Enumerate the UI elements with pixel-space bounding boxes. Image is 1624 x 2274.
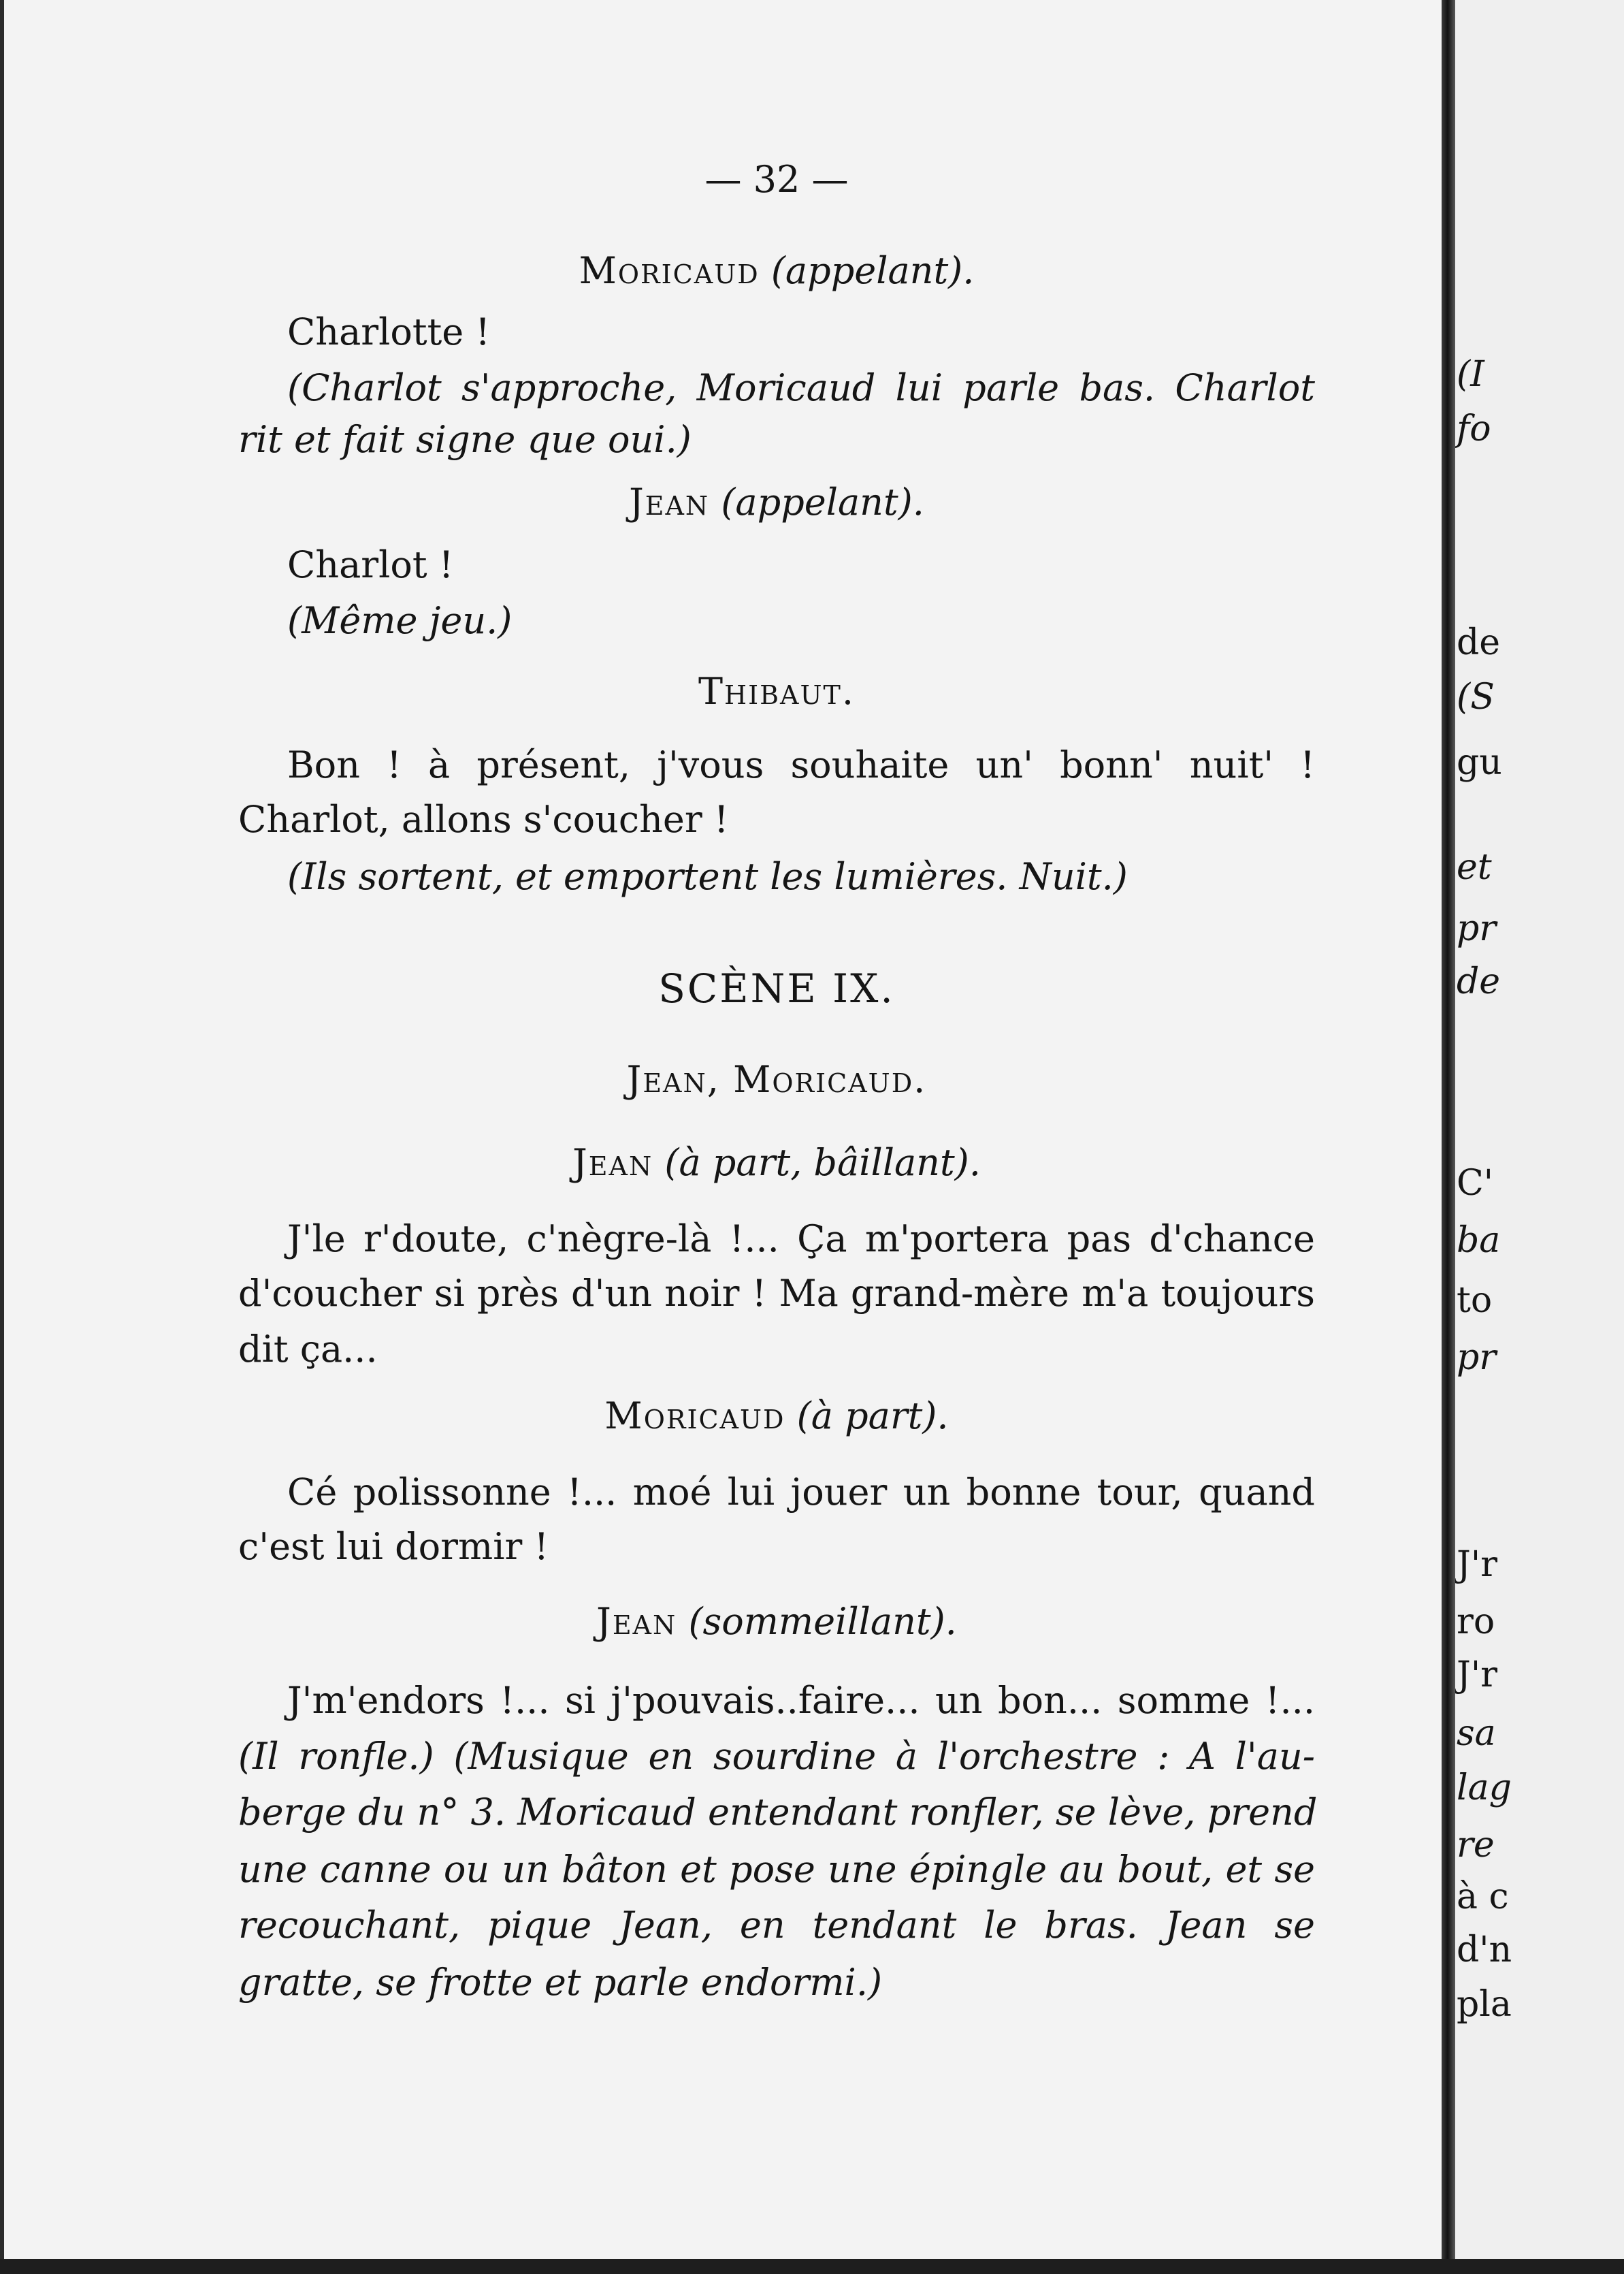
scan-border-bottom — [0, 2259, 1624, 2274]
right-page-edge — [1455, 0, 1624, 2274]
right-page-fragment: d'n — [1457, 1929, 1512, 1970]
right-page-fragment: gu — [1457, 742, 1502, 783]
right-page-fragment: C' — [1457, 1163, 1494, 1204]
scene-heading: SCÈNE IX. — [658, 965, 895, 1012]
right-page-fragment: pr — [1457, 1337, 1497, 1378]
speaker-heading — [238, 1394, 1315, 1438]
stage-direction: (appelant). — [770, 249, 975, 292]
right-page-fragment: fo — [1457, 409, 1491, 449]
scene-characters: Jean, Moricaud. — [626, 1058, 927, 1101]
right-page-fragment: (I — [1457, 354, 1484, 395]
dialogue-line: Charlot ! — [287, 543, 454, 586]
right-page-fragment: to — [1457, 1280, 1493, 1321]
stage-direction: (à part). — [796, 1394, 949, 1437]
speaker-heading — [238, 1600, 1315, 1644]
stage-direction: (Même jeu.) — [287, 599, 513, 642]
stage-direction: (Il ronfle.) (Musique en sourdine à l'orchestre : A l'au- — [238, 1735, 1315, 1778]
scan-border-left — [0, 0, 4, 2274]
dialogue-line: Charlotte ! — [287, 310, 491, 353]
speaker-heading — [238, 249, 1315, 293]
dialogue-line: J'le r'doute, c'nègre-là !... Ça m'portera pas d'chance — [287, 1217, 1315, 1260]
right-page-fragment: (S — [1457, 677, 1495, 718]
dialogue-line: Charlot, allons s'coucher ! — [238, 798, 729, 841]
speaker-name: Jean — [572, 1141, 653, 1184]
right-page-fragment: à c — [1457, 1876, 1509, 1917]
right-page-fragment: J'r — [1457, 1544, 1497, 1585]
right-page-fragment: de — [1457, 961, 1501, 1002]
page-number: — 32 — — [704, 158, 849, 201]
dialogue-line: Bon ! à présent, j'vous souhaite un' bonn' nuit' ! — [287, 743, 1315, 786]
stage-direction: (Charlot s'approche, Moricaud lui parle bas. Charlot — [287, 366, 1315, 409]
right-page-fragment: sa — [1457, 1713, 1496, 1754]
stage-direction: une canne ou un bâton et pose une épingle au bout, et se — [238, 1848, 1315, 1891]
dialogue-line: c'est lui dormir ! — [238, 1525, 549, 1568]
stage-direction: (sommeillant). — [688, 1600, 957, 1643]
stage-direction: rit et fait signe que oui.) — [238, 418, 692, 461]
stage-direction: (Ils sortent, et emportent les lumières. Nuit.) — [287, 855, 1128, 898]
right-page-fragment: lag — [1457, 1767, 1512, 1808]
stage-direction: recouchant, pique Jean, en tendant le bras. Jean se — [238, 1904, 1315, 1947]
stage-direction: (appelant). — [721, 481, 924, 524]
speaker-name: Jean — [629, 481, 710, 524]
speaker-name: Moricaud — [579, 249, 760, 292]
stage-direction: gratte, se frotte et parle endormi.) — [238, 1961, 883, 2004]
right-page-fragment: et — [1457, 847, 1492, 888]
speaker-heading — [238, 1141, 1315, 1185]
right-page-fragment: ba — [1457, 1220, 1501, 1261]
right-page-fragment: re — [1457, 1825, 1495, 1865]
speaker-name: Moricaud — [604, 1394, 785, 1437]
right-page-fragment: pla — [1457, 1984, 1512, 2025]
speaker-heading — [238, 481, 1315, 524]
right-page-fragment: ro — [1457, 1601, 1495, 1642]
dialogue-line: d'coucher si près d'un noir ! Ma grand-mère m'a toujours — [238, 1272, 1315, 1315]
speaker-name: Jean — [596, 1600, 677, 1643]
stage-direction: berge du n° 3. Moricaud entendant ronfler, se lève, prend — [238, 1791, 1318, 1833]
speaker-heading: Thibaut. — [698, 670, 856, 713]
right-page-fragment: J'r — [1457, 1654, 1497, 1695]
right-page-fragment: pr — [1457, 908, 1497, 949]
dialogue-line: Cé polissonne !... moé lui jouer un bonne tour, quand — [287, 1471, 1315, 1514]
dialogue-line: dit ça... — [238, 1328, 378, 1371]
dialogue-line: J'm'endors !... si j'pouvais..faire... un bon... somme !... — [287, 1679, 1315, 1722]
stage-direction: (à part, bâillant). — [664, 1141, 981, 1184]
book-gutter — [1442, 0, 1455, 2274]
right-page-fragment: de — [1457, 622, 1501, 663]
